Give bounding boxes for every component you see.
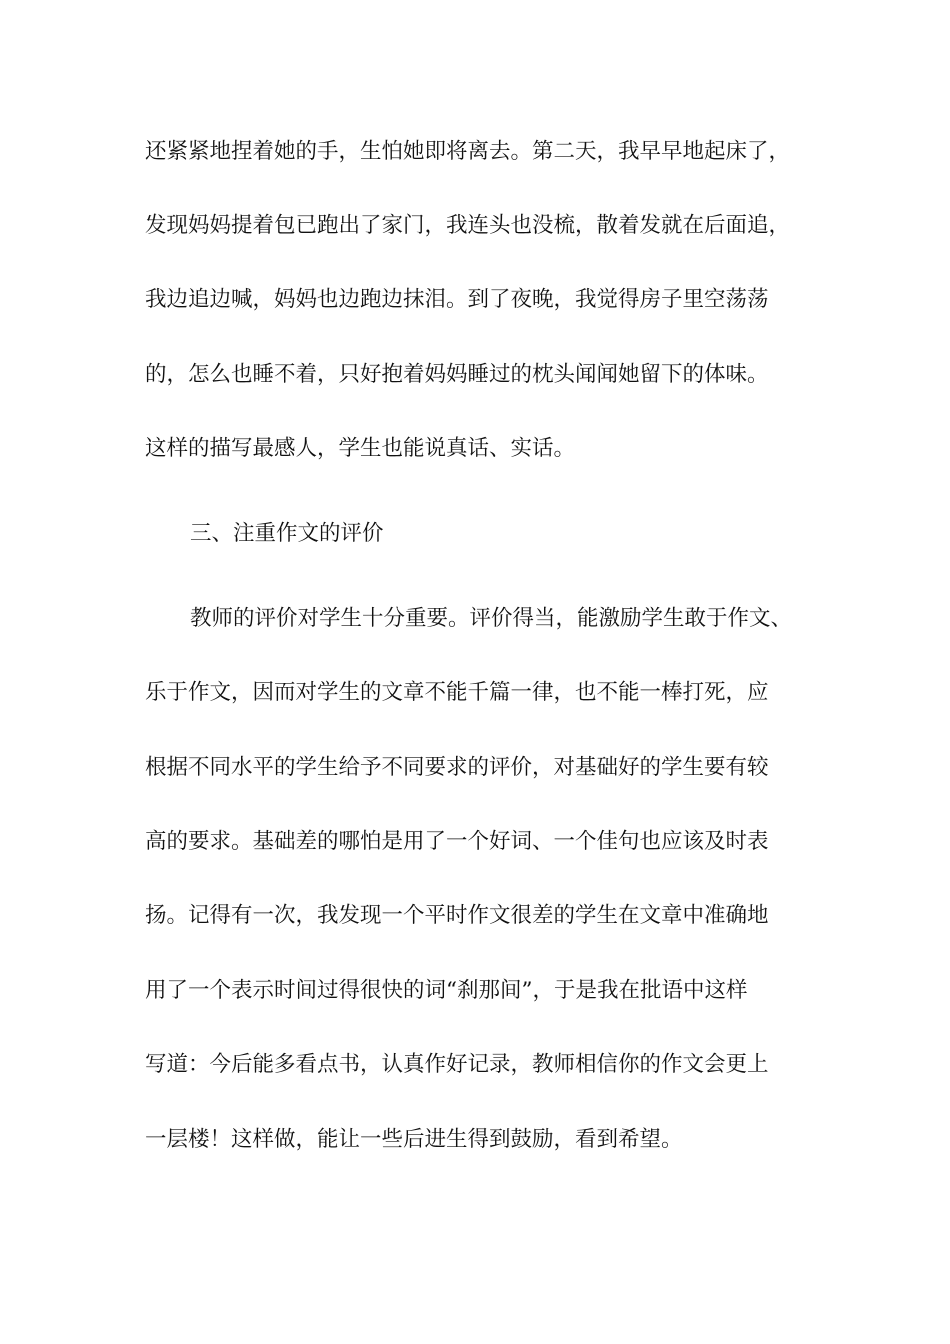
paragraph-line-11: 扬。记得有一次，我发现一个平时作文很差的学生在文章中准确地 xyxy=(145,903,769,928)
paragraph-line-8: 乐于作文，因而对学生的文章不能千篇一律，也不能一棒打死，应 xyxy=(145,680,769,705)
section-heading: 三、注重作文的评价 xyxy=(190,521,384,546)
paragraph-line-13: 写道：今后能多看点书，认真作好记录，教师相信你的作文会更上 xyxy=(145,1052,769,1077)
paragraph-line-9: 根据不同水平的学生给予不同要求的评价，对基础好的学生要有较 xyxy=(145,755,769,780)
paragraph-line-3: 我边追边喊，妈妈也边跑边抹泪。到了夜晚，我觉得房子里空荡荡 xyxy=(145,287,769,312)
paragraph-line-2: 发现妈妈提着包已跑出了家门，我连头也没梳，散着发就在后面追， xyxy=(145,213,791,238)
paragraph-line-14: 一层楼！这样做，能让一些后进生得到鼓励，看到希望。 xyxy=(145,1127,683,1152)
paragraph-line-12: 用了一个表示时间过得很快的词“刹那间”，于是我在批语中这样 xyxy=(145,978,748,1003)
paragraph-line-7: 教师的评价对学生十分重要。评价得当，能激励学生敢于作文、 xyxy=(190,606,793,631)
paragraph-line-1: 还紧紧地捏着她的手，生怕她即将离去。第二天，我早早地起床了， xyxy=(145,139,791,164)
paragraph-line-5: 这样的描写最感人，学生也能说真话、实话。 xyxy=(145,436,576,461)
paragraph-line-4: 的，怎么也睡不着，只好抱着妈妈睡过的枕头闻闻她留下的体味。 xyxy=(145,362,769,387)
paragraph-line-10: 高的要求。基础差的哪怕是用了一个好词、一个佳句也应该及时表 xyxy=(145,829,769,854)
